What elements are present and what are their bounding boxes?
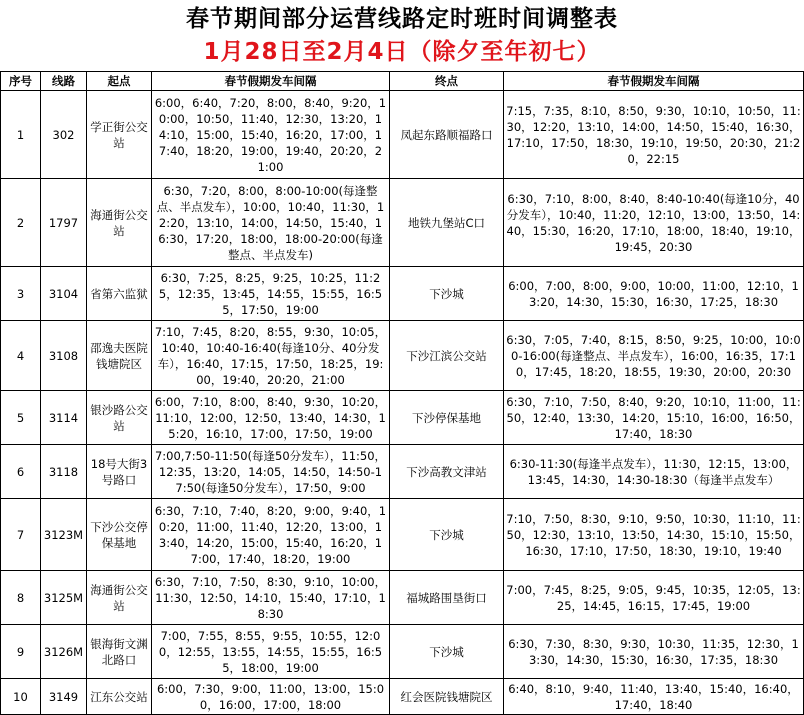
- table-row: [1, 499, 804, 571]
- row-end-times: 6:30，7:05，7:40，8:15，8:50，9:25，10:00，10:00-16:00(每逢整点、半点发车），16:00，16:35，17:10，17:45，18:20，18:55，19:30，20:00，20:30: [504, 321, 804, 391]
- row-no: 2: [1, 179, 41, 267]
- row-end: 红会医院钱塘院区: [390, 679, 504, 715]
- row-start: 海通街公交站: [87, 571, 152, 625]
- row-route: 302: [41, 91, 87, 179]
- row-end: 凤起东路顺福路口: [390, 91, 504, 179]
- row-no: 4: [1, 321, 41, 391]
- row-no: 3: [1, 267, 41, 321]
- row-end-times: 7:15，7:35，8:10，8:50，9:30，10:10，10:50，11:30，12:20，13:10，14:00，14:50，15:40，16:30，17:10，17:50，18:30，19:10，19:50，20:30，21:20，22:15: [504, 91, 804, 179]
- row-route: 1797: [41, 179, 87, 267]
- row-start-times: 7:10，7:45，8:20，8:55，9:30，10:05，10:40，10:40-16:40(每逢10分、40分发车），16:40，17:15，17:50，18:25，19:00，19:40，20:20，21:00: [152, 321, 390, 391]
- row-end: 下沙高教文津站: [390, 445, 504, 499]
- table-row: [1, 679, 804, 715]
- page-subtitle: 1月28日至2月4日（除夕至年初七）: [203, 39, 601, 65]
- row-start-times: 6:30，7:10，7:50，8:30，9:10，10:00，11:30，12:50，14:10，15:40，17:10，18:30: [152, 571, 390, 625]
- schedule-table: [0, 71, 804, 715]
- row-end-times: 6:30，7:10，8:00，8:40，8:40-10:40(每逢10分，40分发车），10:40，11:20，12:10，13:00，13:50，14:40，15:30，16:20，17:10，18:00，18:40，19:10，19:45，20:30: [504, 179, 804, 267]
- row-start: 海通街公交站: [87, 179, 152, 267]
- row-end: 下沙城: [390, 625, 504, 679]
- table-row: [1, 267, 804, 321]
- row-start-times: 6:00，7:10，8:00，8:40，9:30，10:20，11:10，12:00，12:50，13:40，14:30，15:20，16:10，17:00，17:50，19:00: [152, 391, 390, 445]
- row-route: 3114: [41, 391, 87, 445]
- row-end: 福城路围垦街口: [390, 571, 504, 625]
- row-route: 3123M: [41, 499, 87, 571]
- row-start: 邵逸夫医院钱塘院区: [87, 321, 152, 391]
- row-start-times: 6:00，6:40，7:20，8:00，8:40，9:20，10:00，10:50，11:40，12:30，13:20，14:10，15:00，15:40，16:20，17:00，17:40，18:20，19:00，19:40，20:20，21:00: [152, 91, 390, 179]
- table-row: [1, 571, 804, 625]
- row-end: 下沙江滨公交站: [390, 321, 504, 391]
- row-no: 8: [1, 571, 41, 625]
- row-no: 1: [1, 91, 41, 179]
- row-route: 3118: [41, 445, 87, 499]
- table-row: [1, 391, 804, 445]
- row-end: 下沙城: [390, 267, 504, 321]
- row-start-times: 6:30，7:20，8:00，8:00-10:00(每逢整点、半点发车），10:00，10:40，11:30，12:20，13:10，14:00，14:50，15:40，16:30，17:20，18:00，18:00-20:00(每逢整点、半点发车): [152, 179, 390, 267]
- header-start: 起点: [87, 72, 152, 91]
- row-route: 3104: [41, 267, 87, 321]
- header-end-times: 春节假期发车间隔: [504, 72, 804, 91]
- table-row: [1, 179, 804, 267]
- row-end-times: 6:40，8:10，9:40，11:40，13:40，15:40，16:40，17:40，18:40: [504, 679, 804, 715]
- row-no: 6: [1, 445, 41, 499]
- table-row: [1, 321, 804, 391]
- row-no: 7: [1, 499, 41, 571]
- row-route: 3126M: [41, 625, 87, 679]
- row-end: 下沙城: [390, 499, 504, 571]
- row-start-times: 6:30，7:25，8:25，9:25，10:25，11:25，12:35，13:45，14:55，15:55，16:55，17:50，19:00: [152, 267, 390, 321]
- row-no: 9: [1, 625, 41, 679]
- row-end: 下沙停保基地: [390, 391, 504, 445]
- page-title: 春节期间部分运营线路定时班时间调整表: [186, 6, 618, 32]
- row-start-times: 7:00,7:50-11:50(每逢50分发车），11:50，12:35，13:20，14:05，14:50，14:50-17:50(每逢50分发车），17:50，9:00: [152, 445, 390, 499]
- table-row: [1, 445, 804, 499]
- row-end-times: 6:30-11:30(每逢半点发车），11:30，12:15，13:00，13:45，14:30，14:30-18:30（每逢半点发车）: [504, 445, 804, 499]
- row-start: 18号大街3号路口: [87, 445, 152, 499]
- row-start: 江东公交站: [87, 679, 152, 715]
- row-route: 3149: [41, 679, 87, 715]
- row-start-times: 7:00，7:55，8:55，9:55，10:55，12:00，12:55，13:55，14:55，15:55，16:55，18:00，19:00: [152, 625, 390, 679]
- header-no: 序号: [1, 72, 41, 91]
- row-start: 省第六监狱: [87, 267, 152, 321]
- row-start: 下沙公交停保基地: [87, 499, 152, 571]
- row-no: 10: [1, 679, 41, 715]
- row-start: 学正街公交站: [87, 91, 152, 179]
- row-end-times: 6:30，7:30，8:30，9:30，10:30，11:35，12:30，13:30，14:30，15:30，16:30，17:35，18:30: [504, 625, 804, 679]
- row-end: 地铁九堡站C口: [390, 179, 504, 267]
- header-end: 终点: [390, 72, 504, 91]
- header-route: 线路: [41, 72, 87, 91]
- header-start-times: 春节假期发车间隔: [152, 72, 390, 91]
- row-start-times: 6:00，7:30，9:00，11:00，13:00，15:00，16:00，17:00，18:00: [152, 679, 390, 715]
- row-no: 5: [1, 391, 41, 445]
- table-header-row: [1, 72, 804, 91]
- row-start: 银海街文渊北路口: [87, 625, 152, 679]
- row-start: 银沙路公交站: [87, 391, 152, 445]
- row-end-times: 6:00，7:00，8:00，9:00，10:00，11:00，12:10，13:20，14:30，15:30，16:30，17:25，18:30: [504, 267, 804, 321]
- table-row: [1, 91, 804, 179]
- row-end-times: 7:10，7:50，8:30，9:10，9:50，10:30，11:10，11:50，12:30，13:10，13:50，14:30，15:10，15:50，16:30，17:10，17:50，18:30，19:10，19:40: [504, 499, 804, 571]
- row-start-times: 6:30，7:10，7:40，8:20，9:00，9:40，10:20，11:00，11:40，12:20，13:00，13:40，14:20，15:00，15:40，16:20，17:00，17:40，18:20，19:00: [152, 499, 390, 571]
- row-end-times: 7:00，7:45，8:25，9:05，9:45，10:35，12:05，13:25，14:45，16:15，17:45，19:00: [504, 571, 804, 625]
- row-route: 3108: [41, 321, 87, 391]
- row-route: 3125M: [41, 571, 87, 625]
- row-end-times: 6:30，7:10，7:50，8:40，9:20，10:10，11:00，11:50，12:40，13:30，14:20，15:10，16:00，16:50，17:40，18:30: [504, 391, 804, 445]
- table-row: [1, 625, 804, 679]
